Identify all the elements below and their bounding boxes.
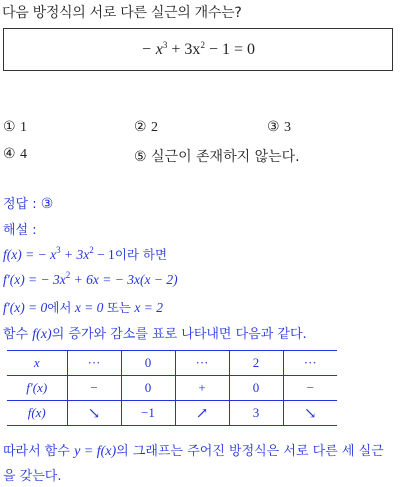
table-row bbox=[7, 401, 337, 426]
conclusion-line-1 bbox=[3, 440, 384, 460]
solution-line-2 bbox=[3, 272, 178, 288]
solution-line-4 bbox=[3, 323, 307, 343]
choice-num: ① bbox=[3, 119, 16, 135]
choice-label: 2 bbox=[151, 120, 159, 135]
text: 함수 bbox=[3, 327, 29, 342]
connector-text: 또는 bbox=[106, 300, 131, 315]
table-cell bbox=[175, 401, 229, 426]
suffix-text: 이라 하면 bbox=[114, 247, 168, 262]
choice-num: ③ bbox=[267, 119, 280, 135]
term: − x bbox=[37, 247, 57, 262]
table-cell: ··· bbox=[67, 351, 121, 376]
text: 따라서 함수 bbox=[3, 444, 70, 459]
text: 의 그래프는 주어진 방정식은 서로 다른 세 실근 bbox=[116, 444, 384, 459]
table-cell: f′(x) bbox=[7, 376, 67, 401]
eq-term-3: − 1 = 0 bbox=[204, 41, 255, 58]
table-cell: ··· bbox=[175, 351, 229, 376]
eq-term-1: − x bbox=[141, 41, 163, 58]
equation bbox=[4, 29, 392, 70]
decreasing-arrow-icon: ↘ bbox=[87, 405, 101, 422]
solution-line-1 bbox=[3, 245, 167, 263]
connector-text: 에서 bbox=[47, 300, 72, 315]
choice-label: 실근이 존재하지 않는다. bbox=[151, 149, 300, 165]
choice-3[interactable] bbox=[267, 119, 291, 136]
func-fprime: f′(x) = bbox=[3, 272, 38, 287]
question-text: 다음 방정식의 서로 다른 실근의 개수는? bbox=[2, 5, 242, 21]
answer-label: 정답 : bbox=[3, 197, 37, 212]
func-y: y = f(x) bbox=[74, 444, 117, 459]
table-cell: ··· bbox=[283, 351, 337, 376]
equation-box bbox=[3, 28, 393, 71]
choice-1[interactable] bbox=[3, 119, 27, 136]
func-fprime-zero: f′(x) = 0 bbox=[3, 300, 48, 315]
table-cell: 3 bbox=[229, 401, 283, 426]
table-cell: 0 bbox=[121, 351, 175, 376]
term: + 6x = − 3x(x − 2) bbox=[70, 272, 178, 287]
table-cell: 2 bbox=[229, 351, 283, 376]
choice-4[interactable] bbox=[3, 146, 27, 163]
choice-num: ④ bbox=[3, 146, 16, 162]
eq-term-2: + 3x bbox=[167, 41, 201, 58]
table-cell: − bbox=[283, 376, 337, 401]
func-fx: f(x) = bbox=[3, 247, 35, 262]
table-cell: f(x) bbox=[7, 401, 67, 426]
root-2: x = 2 bbox=[134, 300, 163, 315]
term: + 3x bbox=[60, 247, 90, 262]
text: 의 증가와 감소를 표로 나타내면 다음과 같다. bbox=[51, 327, 307, 342]
table-cell bbox=[283, 401, 337, 426]
decreasing-arrow-icon: ↘ bbox=[303, 405, 317, 422]
solution-line-3 bbox=[3, 298, 163, 316]
exp: 2 bbox=[65, 270, 71, 280]
table-cell: 0 bbox=[121, 376, 175, 401]
func-fx: f(x) bbox=[32, 327, 52, 342]
exp: 2 bbox=[89, 245, 94, 255]
variation-table bbox=[7, 350, 337, 426]
choice-2[interactable] bbox=[134, 119, 158, 136]
choice-5[interactable] bbox=[134, 146, 300, 166]
exp: 3 bbox=[56, 245, 61, 255]
answer-value: ③ bbox=[40, 196, 54, 212]
increasing-arrow-icon: ↗ bbox=[195, 405, 209, 422]
choice-label: 4 bbox=[20, 147, 28, 162]
choice-num: ② bbox=[134, 119, 147, 135]
conclusion-line-2: 을 갖는다. bbox=[3, 469, 62, 484]
solution-label: 해설 : bbox=[3, 223, 37, 238]
table-cell: −1 bbox=[121, 401, 175, 426]
table-row bbox=[7, 376, 337, 401]
table-cell: x bbox=[7, 351, 67, 376]
eq-exp-2: 2 bbox=[200, 40, 205, 50]
root-0: x = 0 bbox=[74, 300, 104, 315]
choice-num: ⑤ bbox=[134, 149, 147, 165]
table-cell: 0 bbox=[229, 376, 283, 401]
answer bbox=[3, 193, 53, 212]
table-cell: + bbox=[175, 376, 229, 401]
table-row bbox=[7, 351, 337, 376]
term: − 1 bbox=[93, 247, 115, 262]
term: − 3x bbox=[40, 272, 66, 287]
table-cell: − bbox=[67, 376, 121, 401]
choice-label: 1 bbox=[20, 120, 28, 135]
eq-exp-1: 3 bbox=[162, 40, 168, 50]
table-cell bbox=[67, 401, 121, 426]
choice-label: 3 bbox=[284, 120, 292, 135]
